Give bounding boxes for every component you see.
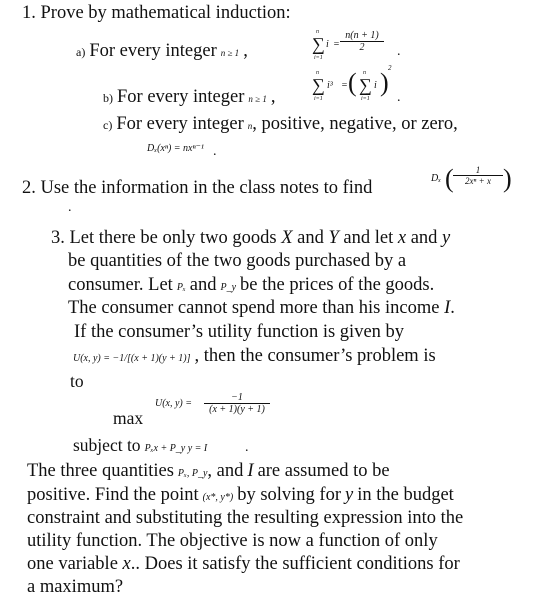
- q3-max-U: U(x, y) =: [155, 398, 193, 409]
- close-paren-icon: ): [380, 68, 389, 97]
- q3-max-den: (x + 1)(y + 1): [209, 404, 265, 415]
- q1a-frac-den: 2: [359, 42, 365, 53]
- q3-constraint: Pₓx + P_y y = I: [144, 443, 208, 454]
- q3-line5: If the consumer’s utility function is given by: [74, 322, 405, 342]
- q3-and1: and: [297, 228, 324, 248]
- sigma-icon: ∑: [312, 34, 325, 54]
- q1c-label: c): [103, 118, 113, 132]
- q1c-formula: Dₓ(xⁿ) = nxⁿ⁻¹: [147, 143, 204, 154]
- q3-I: I: [444, 298, 451, 318]
- q3-line1: [51, 228, 450, 249]
- q3-p1-c: are assumed to be: [257, 461, 390, 481]
- q1b-sum-bottom-rhs: i=1: [361, 96, 370, 102]
- q1b-eq: =: [341, 80, 348, 91]
- q1b-period: .: [397, 90, 401, 105]
- sigma-icon: ∑: [312, 75, 325, 95]
- q3-Y: Y: [328, 228, 339, 248]
- q3-p5-a: one variable: [27, 554, 118, 574]
- q3-to: to: [70, 371, 84, 391]
- q3-p2-a: positive. Find the point: [27, 485, 199, 505]
- q1a-cond: n ≥ 1: [220, 48, 240, 58]
- q3-line4: [68, 298, 455, 319]
- q3-constraint-period: .: [245, 440, 249, 455]
- q1c-text-after: , positive, negative, or zero,: [252, 114, 458, 134]
- q1a-comma: ,: [243, 41, 248, 61]
- q3-py: P_y: [220, 282, 237, 293]
- q1a-sum-bottom: i=1: [314, 55, 323, 61]
- q3-line3-a: consumer. Let: [68, 275, 173, 295]
- q3-subject-to: subject to: [73, 435, 141, 455]
- q2-fraction: [453, 165, 503, 186]
- q1b-comma: ,: [270, 87, 276, 107]
- q3-line6-b: , then the consumer’s problem is: [194, 346, 436, 366]
- q3-para-line3: constraint and substituting the resulting expression into the: [27, 508, 464, 528]
- q3-utility: U(x, y) = −1/[(x + 1)(y + 1)]: [73, 353, 191, 364]
- q3-line4-end: .: [450, 298, 455, 318]
- q3-max-fraction: [204, 392, 270, 415]
- q3-p2-pt: (x*, y*): [202, 492, 234, 503]
- q1a-period: .: [397, 44, 401, 59]
- q1b-exp: 2: [388, 64, 392, 72]
- q3-X: X: [281, 228, 293, 248]
- q1a-line: [76, 41, 248, 62]
- q1c-line: [103, 114, 458, 135]
- sigma-icon: ∑: [359, 75, 372, 95]
- q3-para-line2: [27, 485, 454, 506]
- q3-and2: and: [410, 228, 438, 248]
- q1a-frac-num: n(n + 1): [340, 30, 384, 42]
- q3-p1-b: , and: [207, 461, 244, 481]
- q3-line3-b: be the prices of the goods.: [240, 275, 435, 295]
- q3-p2-c: in the budget: [357, 485, 454, 505]
- q3-line4-text: The consumer cannot spend more than his income: [68, 298, 440, 318]
- q2-text: 2. Use the information in the class notes to find: [22, 178, 373, 198]
- close-paren-icon: ): [503, 164, 512, 193]
- q1b-label: b): [103, 91, 113, 105]
- q1c-period: .: [213, 144, 217, 159]
- q1b-text: For every integer: [117, 87, 245, 107]
- q3-line3: [68, 275, 434, 296]
- q1c-var: n: [247, 121, 253, 131]
- q3-x: x: [397, 228, 407, 248]
- q1a-fraction: [340, 30, 384, 53]
- q1a-eq: =: [333, 39, 340, 50]
- q3-line2: be quantities of the two goods purchased by a: [68, 251, 407, 271]
- q1b-lhs-term: i³: [327, 80, 333, 91]
- q3-p5-b: .. Does it satisfy the sufficient conditions for: [130, 554, 460, 574]
- q2-frac-num: 1: [453, 165, 503, 176]
- q3-para-line4: utility function. The objective is now a function of only: [27, 531, 438, 551]
- open-paren-icon: (: [445, 164, 454, 193]
- q1c-formula-line: [147, 138, 204, 156]
- q2-period: .: [68, 200, 72, 215]
- q3-para-line1: [27, 461, 390, 482]
- q3-and-let: and let: [343, 228, 394, 248]
- q3-para-line6: a maximum?: [27, 577, 124, 597]
- q3-line1-a: 3. Let there be only two goods: [51, 228, 277, 248]
- q3-max-label: max: [113, 408, 144, 428]
- q3-p2-y: y: [345, 485, 354, 505]
- q1b-sum-bottom-lhs: i=1: [314, 96, 323, 102]
- q1b-line: [103, 87, 275, 108]
- q3-para-line5: [27, 554, 460, 575]
- q3-max-num: −1: [204, 392, 270, 404]
- q3-line6: [73, 346, 436, 367]
- q1a-label: a): [76, 45, 86, 59]
- q1b-sum-top-rhs: n: [363, 70, 366, 76]
- q1c-text-before: For every integer: [116, 114, 244, 134]
- q3-line3-and: and: [189, 275, 217, 295]
- q3-subject-line: [73, 435, 207, 456]
- q1b-rhs-term: i: [374, 80, 377, 91]
- open-paren-icon: (: [348, 68, 357, 97]
- q3-p2-b: by solving for: [237, 485, 341, 505]
- q3-p1-sym: Pₓ, P_y: [177, 468, 208, 479]
- q1b-sum-top-lhs: n: [316, 70, 319, 76]
- q1b-cond: n ≥ 1: [248, 94, 267, 104]
- q3-px: Pₓ: [176, 282, 186, 293]
- q1a-text: For every integer: [89, 41, 217, 61]
- q2-op: Dₓ: [431, 173, 442, 184]
- q3-p1-I: I: [247, 461, 254, 481]
- q1a-term: i: [326, 39, 329, 50]
- q3-p1-a: The three quantities: [27, 461, 174, 481]
- q1a-sum-top: n: [316, 29, 319, 35]
- q1-title: 1. Prove by mathematical induction:: [22, 3, 291, 23]
- q2-frac-den: 2xⁿ + x: [465, 176, 491, 186]
- q3-y: y: [442, 228, 451, 248]
- q3-p5-x: x: [122, 554, 131, 574]
